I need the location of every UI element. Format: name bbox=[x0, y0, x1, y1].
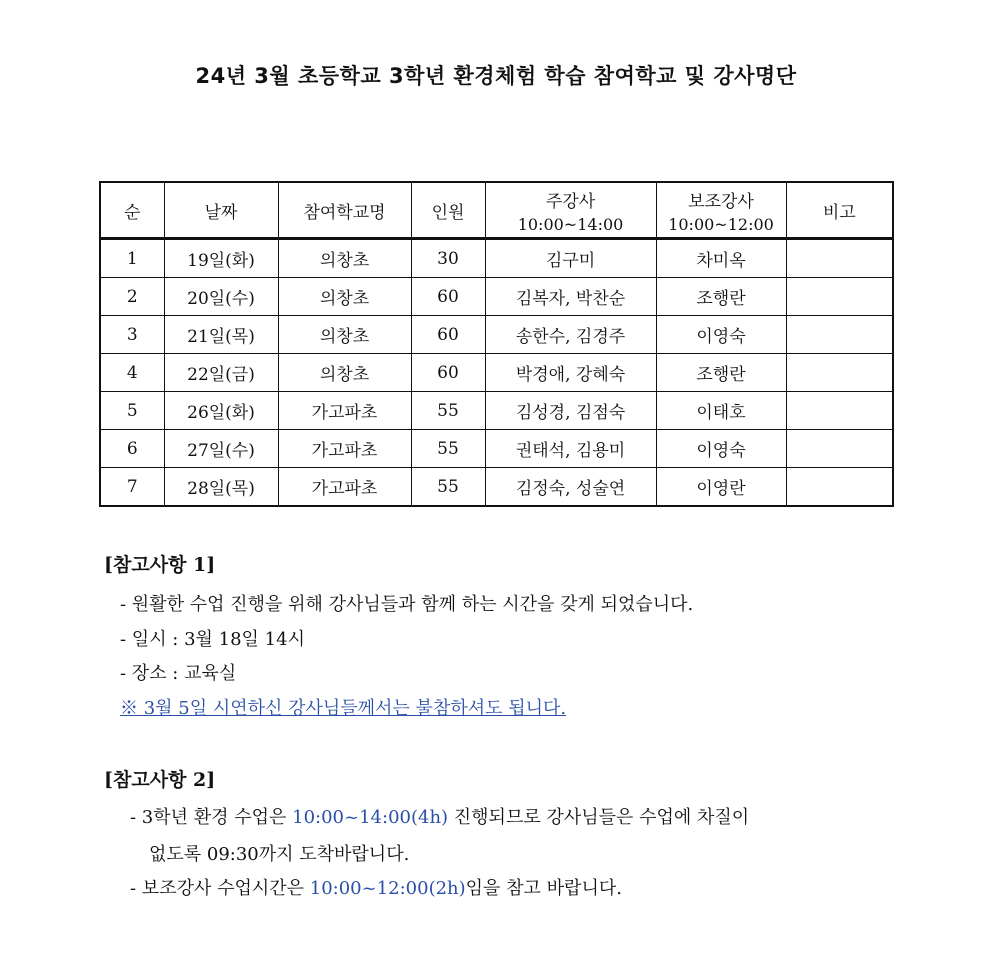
table-row bbox=[100, 468, 893, 507]
table-row bbox=[100, 278, 893, 316]
cell-count: 55 bbox=[411, 392, 485, 430]
cell-main-instructor: 김복자, 박찬순 bbox=[485, 278, 656, 316]
cell-assistant-instructor: 이영숙 bbox=[656, 316, 786, 354]
note2-line3-pre: - 보조강사 수업시간은 bbox=[130, 878, 310, 899]
table-header-row bbox=[100, 182, 893, 239]
cell-note bbox=[786, 354, 893, 392]
cell-school: 의창초 bbox=[278, 278, 411, 316]
cell-school: 가고파초 bbox=[278, 430, 411, 468]
cell-assistant-instructor: 이영숙 bbox=[656, 430, 786, 468]
note1-line2: - 일시 : 3월 18일 14시 bbox=[120, 629, 305, 650]
cell-school: 의창초 bbox=[278, 316, 411, 354]
cell-main-instructor: 송한수, 김경주 bbox=[485, 316, 656, 354]
cell-note bbox=[786, 392, 893, 430]
cell-main-instructor: 박경애, 강혜숙 bbox=[485, 354, 656, 392]
cell-date: 20일(수) bbox=[164, 278, 278, 316]
note2-line3-time: 10:00~12:00(2h) bbox=[309, 878, 466, 899]
cell-school: 의창초 bbox=[278, 239, 411, 278]
table-row bbox=[100, 392, 893, 430]
cell-assistant-instructor: 조행란 bbox=[656, 278, 786, 316]
table-row bbox=[100, 239, 893, 278]
note2-heading: [참고사항 2] bbox=[104, 769, 216, 791]
cell-main-instructor: 김성경, 김점숙 bbox=[485, 392, 656, 430]
header-main-instructor bbox=[485, 182, 656, 239]
cell-no: 6 bbox=[100, 430, 164, 468]
cell-assistant-instructor: 조행란 bbox=[656, 354, 786, 392]
note2-line1-time: 10:00~14:00(4h) bbox=[292, 807, 449, 828]
cell-note bbox=[786, 239, 893, 278]
cell-no: 5 bbox=[100, 392, 164, 430]
cell-note bbox=[786, 316, 893, 354]
cell-no: 7 bbox=[100, 468, 164, 507]
cell-assistant-instructor: 이태호 bbox=[656, 392, 786, 430]
cell-count: 60 bbox=[411, 316, 485, 354]
cell-count: 30 bbox=[411, 239, 485, 278]
cell-date: 27일(수) bbox=[164, 430, 278, 468]
note1-line1: - 원활한 수업 진행을 위해 강사님들과 함께 하는 시간을 갖게 되었습니다. bbox=[120, 594, 694, 615]
cell-no: 1 bbox=[100, 239, 164, 278]
cell-no: 2 bbox=[100, 278, 164, 316]
cell-date: 22일(금) bbox=[164, 354, 278, 392]
cell-no: 4 bbox=[100, 354, 164, 392]
cell-note bbox=[786, 278, 893, 316]
cell-date: 21일(목) bbox=[164, 316, 278, 354]
cell-main-instructor: 김구미 bbox=[485, 239, 656, 278]
cell-count: 55 bbox=[411, 430, 485, 468]
note1-line3: - 장소 : 교육실 bbox=[120, 663, 237, 684]
header-count: 인원 bbox=[411, 182, 485, 239]
note2-line2: 없도록 09:30까지 도착바랍니다. bbox=[149, 844, 410, 865]
cell-count: 55 bbox=[411, 468, 485, 507]
header-date: 날짜 bbox=[164, 182, 278, 239]
header-note: 비고 bbox=[786, 182, 893, 239]
cell-assistant-instructor: 이영란 bbox=[656, 468, 786, 507]
header-assistant-instructor bbox=[656, 182, 786, 239]
header-assistant-time: 10:00~12:00 bbox=[668, 214, 774, 234]
note2-line1-post: 진행되므로 강사님들은 수업에 차질이 bbox=[448, 807, 750, 828]
note2-line1 bbox=[130, 803, 749, 829]
cell-no: 3 bbox=[100, 316, 164, 354]
note2-line3-post: 임을 참고 바랍니다. bbox=[465, 878, 622, 899]
cell-school: 의창초 bbox=[278, 354, 411, 392]
header-school: 참여학교명 bbox=[278, 182, 411, 239]
instructor-roster-table bbox=[99, 181, 894, 507]
cell-count: 60 bbox=[411, 278, 485, 316]
cell-date: 28일(목) bbox=[164, 468, 278, 507]
table-row bbox=[100, 316, 893, 354]
cell-date: 19일(화) bbox=[164, 239, 278, 278]
cell-school: 가고파초 bbox=[278, 392, 411, 430]
cell-note bbox=[786, 430, 893, 468]
cell-assistant-instructor: 차미옥 bbox=[656, 239, 786, 278]
cell-count: 60 bbox=[411, 354, 485, 392]
note2-line3 bbox=[130, 874, 622, 900]
table-row bbox=[100, 430, 893, 468]
note1-notice: ※ 3월 5일 시연하신 강사님들께서는 불참하셔도 됩니다. bbox=[120, 698, 567, 719]
document-title: 24년 3월 초등학교 3학년 환경체험 학습 참여학교 및 강사명단 bbox=[195, 64, 797, 88]
header-no: 순 bbox=[100, 182, 164, 239]
cell-main-instructor: 김정숙, 성술연 bbox=[485, 468, 656, 507]
header-main-label: 주강사 bbox=[545, 191, 596, 212]
cell-school: 가고파초 bbox=[278, 468, 411, 507]
table-row bbox=[100, 354, 893, 392]
note2-line1-pre: - 3학년 환경 수업은 bbox=[130, 807, 293, 828]
cell-date: 26일(화) bbox=[164, 392, 278, 430]
note1-heading: [참고사항 1] bbox=[104, 554, 216, 576]
cell-main-instructor: 권태석, 김용미 bbox=[485, 430, 656, 468]
cell-note bbox=[786, 468, 893, 507]
header-assistant-label: 보조강사 bbox=[688, 191, 754, 212]
header-main-time: 10:00~14:00 bbox=[517, 214, 624, 234]
